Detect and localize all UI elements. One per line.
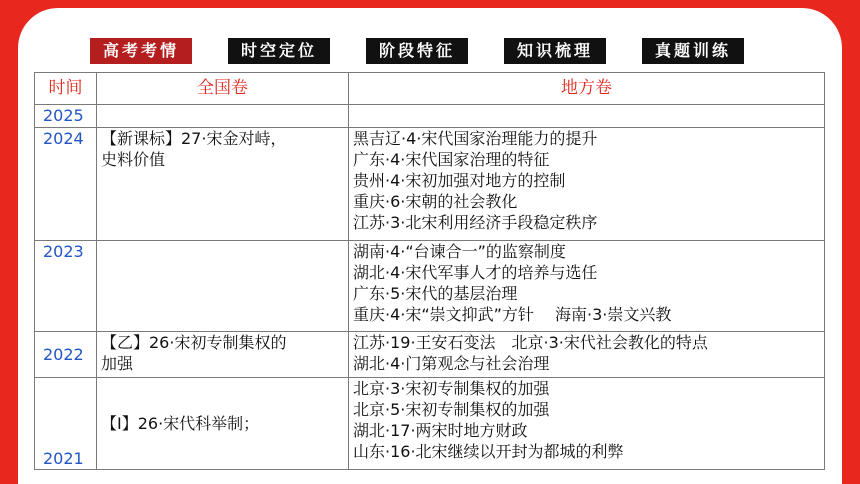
national-cell xyxy=(97,332,349,378)
tab-time-space[interactable]: 时空定位 xyxy=(228,38,330,64)
local-line: 湖北·4·门第观念与社会治理 xyxy=(353,354,550,373)
local-line: 湖南·4·“台谏合一”的监察制度 xyxy=(353,242,566,261)
national-cell xyxy=(97,378,349,470)
exam-table xyxy=(34,72,825,470)
table-row xyxy=(35,241,825,332)
year-cell: 2025 xyxy=(35,105,97,128)
national-line: 【Ⅰ】26·宋代科举制； xyxy=(101,414,260,433)
local-line: 山东·16·北宋继续以开封为都城的利弊 xyxy=(353,442,624,461)
local-line: 湖北·4·宋代军事人才的培养与选任 xyxy=(353,263,598,282)
local-cell xyxy=(349,332,825,378)
local-line: 广东·5·宋代的基层治理 xyxy=(353,284,518,303)
local-line: 江苏·19·王安石变法 北京·3·宋代社会教化的特点 xyxy=(353,333,708,352)
national-cell xyxy=(97,128,349,241)
national-line: 史料价值 xyxy=(101,150,166,169)
local-cell xyxy=(349,241,825,332)
local-cell xyxy=(349,378,825,470)
header-national: 全国卷 xyxy=(97,73,349,105)
table-row xyxy=(35,332,825,378)
local-line: 北京·5·宋初专制集权的加强 xyxy=(353,400,550,419)
local-line: 江苏·3·北宋利用经济手段稳定秩序 xyxy=(353,213,598,232)
local-cell xyxy=(349,105,825,128)
tab-stage-features[interactable]: 阶段特征 xyxy=(366,38,468,64)
tab-exam-overview[interactable]: 高考考情 xyxy=(90,38,192,64)
tab-knowledge[interactable]: 知识梳理 xyxy=(504,38,606,64)
table-row xyxy=(35,128,825,241)
year-cell: 2023 xyxy=(35,241,97,332)
tab-bar xyxy=(0,38,860,64)
local-line: 湖北·17·两宋时地方财政 xyxy=(353,421,528,440)
local-line: 重庆·4·宋“崇文抑武”方针 海南·3·崇文兴教 xyxy=(353,305,672,324)
national-line: 【新课标】27·宋金对峙， xyxy=(101,129,287,148)
national-line: 加强 xyxy=(101,354,134,373)
header-time: 时间 xyxy=(35,73,97,105)
national-cell xyxy=(97,241,349,332)
national-line: 【乙】26·宋初专制集权的 xyxy=(101,333,287,352)
local-cell xyxy=(349,128,825,241)
local-line: 黑吉辽·4·宋代国家治理能力的提升 xyxy=(353,129,598,148)
header-local: 地方卷 xyxy=(349,73,825,105)
year-cell: 2024 xyxy=(35,128,97,241)
local-line: 广东·4·宋代国家治理的特征 xyxy=(353,150,550,169)
table-row xyxy=(35,105,825,128)
national-cell xyxy=(97,105,349,128)
table-row xyxy=(35,378,825,470)
table-header-row xyxy=(35,73,825,105)
tab-exam-practice[interactable]: 真题训练 xyxy=(642,38,744,64)
local-line: 重庆·6·宋朝的社会教化 xyxy=(353,192,518,211)
year-cell: 2021 xyxy=(35,378,97,470)
local-line: 北京·3·宋初专制集权的加强 xyxy=(353,379,550,398)
local-line: 贵州·4·宋初加强对地方的控制 xyxy=(353,171,566,190)
year-cell: 2022 xyxy=(35,332,97,378)
